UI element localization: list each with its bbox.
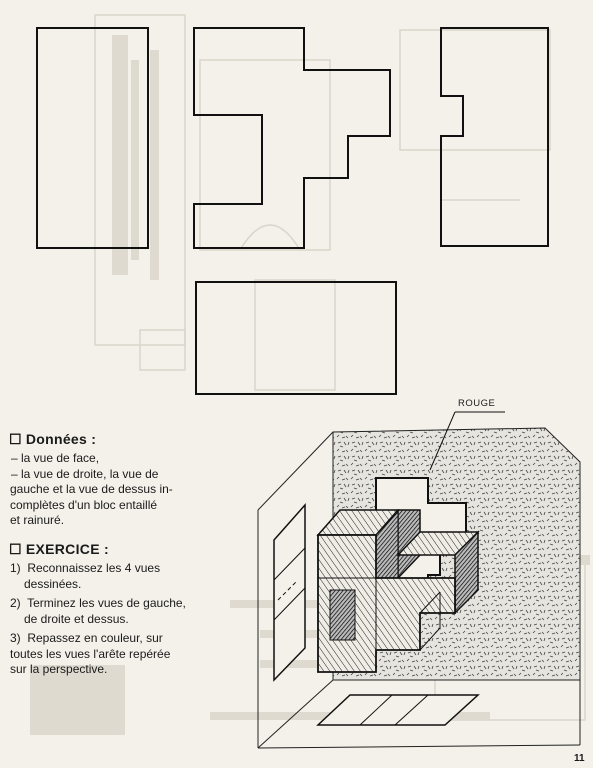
item-text: sur la perspective. <box>10 662 108 676</box>
donnees-line: – la vue de face, <box>11 451 100 465</box>
checkbox-icon: ☐ <box>9 431 22 447</box>
top-view-outline <box>196 282 396 394</box>
exercice-heading: ☐ EXERCICE : <box>9 541 109 557</box>
left-view-outline <box>37 28 148 248</box>
page-number: 11 <box>574 753 585 764</box>
exercice-item <box>10 631 170 678</box>
front-view-outline <box>194 28 390 248</box>
perspective-drawing <box>258 412 580 748</box>
item-text: Repassez en couleur, sur <box>27 631 163 645</box>
donnees-line: – la vue de droite, la vue de <box>11 466 159 481</box>
donnees-heading: ☐ Données : <box>9 431 97 447</box>
donnees-text <box>10 451 173 529</box>
right-view-outline <box>441 28 548 246</box>
exercice-item <box>10 596 186 627</box>
item-number: 1) <box>10 561 21 575</box>
donnees-line: et rainuré. <box>10 513 65 527</box>
item-number: 2) <box>10 596 21 610</box>
item-number: 3) <box>10 631 21 645</box>
item-text: Terminez les vues de gauche, <box>27 596 186 610</box>
item-text: dessinées. <box>24 576 82 591</box>
item-text: de droite et dessus. <box>24 611 129 626</box>
donnees-line: complètes d'un bloc entaillé <box>10 497 158 512</box>
item-text: toutes les vues l'arête repérée <box>10 646 171 661</box>
callout-label: ROUGE <box>458 398 496 409</box>
donnees-line: gauche et la vue de dessus in- <box>10 482 173 496</box>
checkbox-icon: ☐ <box>9 541 22 557</box>
item-text: Reconnaissez les 4 vues <box>27 561 161 575</box>
exercice-item <box>10 561 160 592</box>
